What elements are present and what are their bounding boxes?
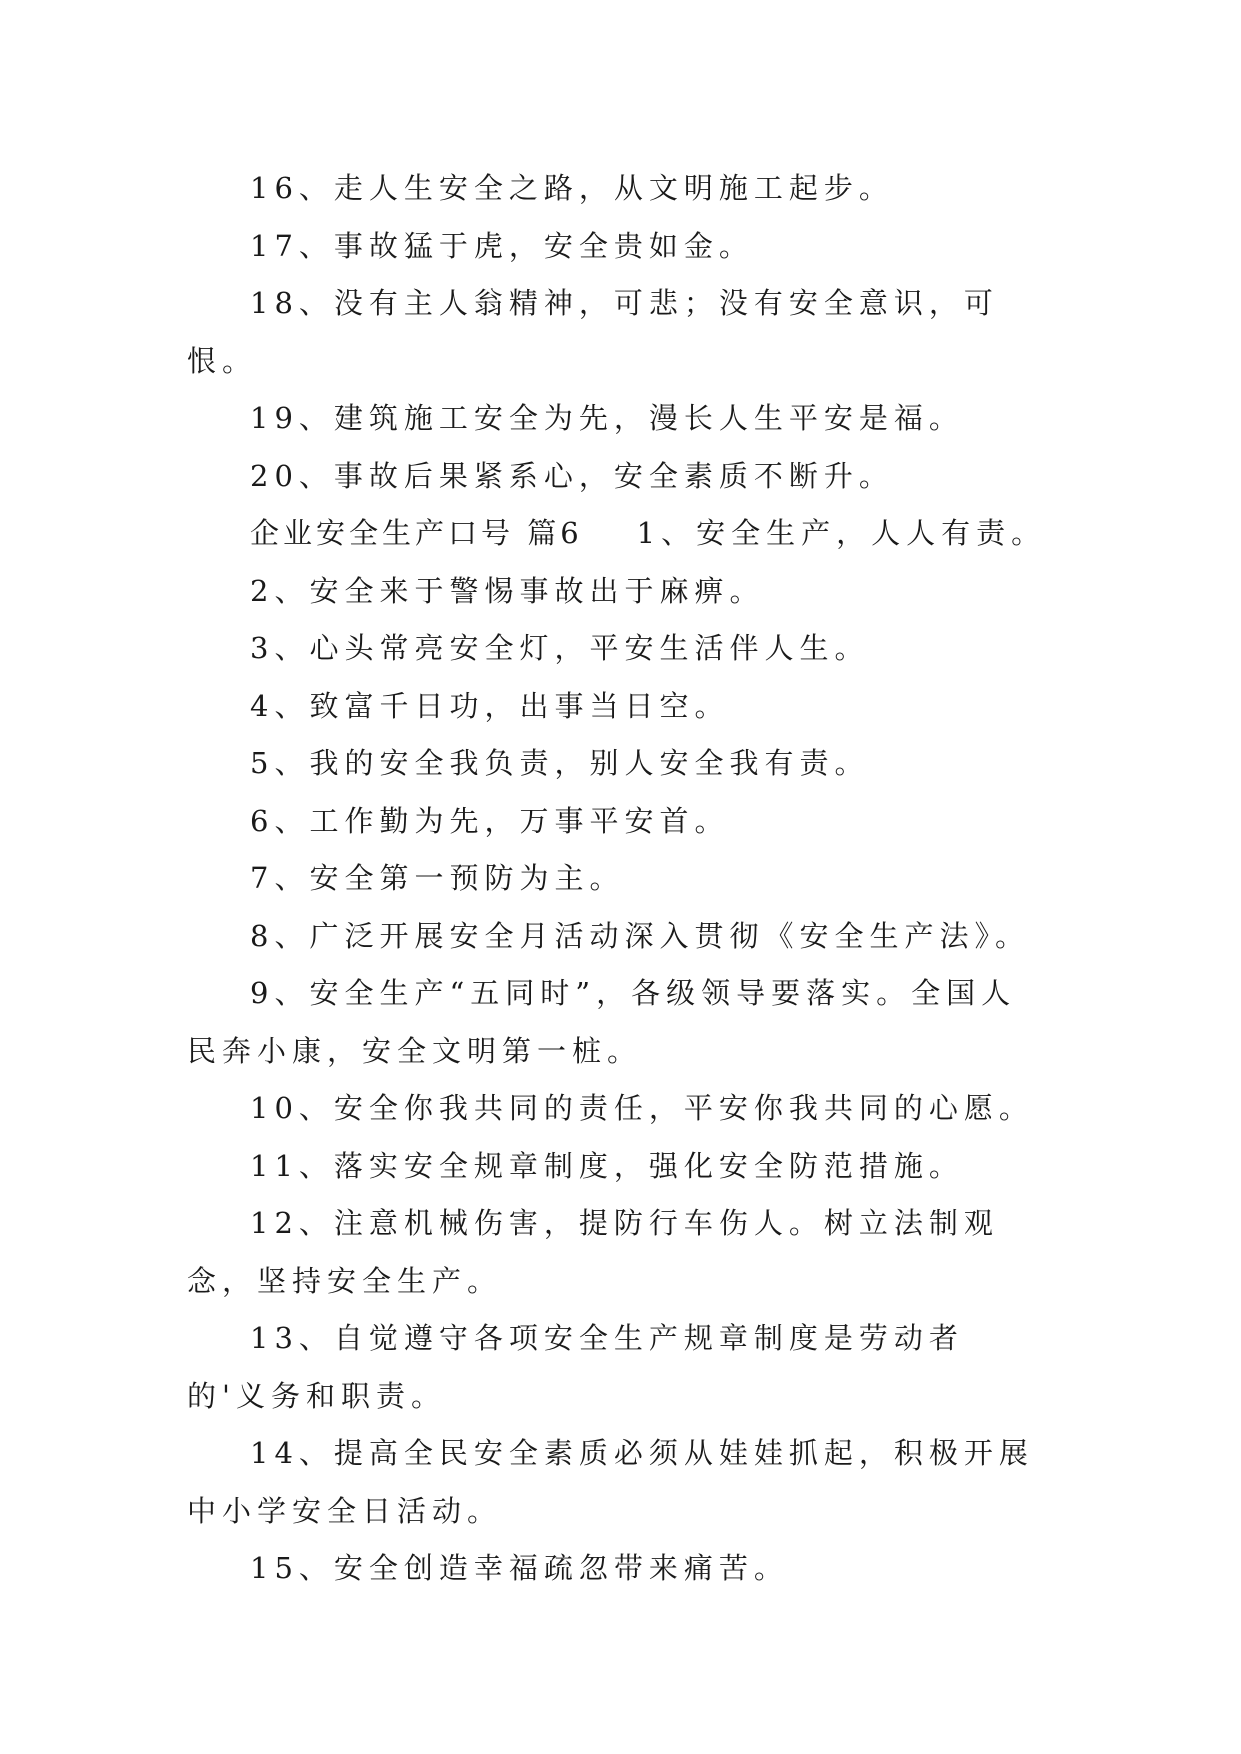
slogan-line: 3、心头常亮安全灯，平安生活伴人生。	[250, 631, 870, 665]
slogan-line: 13、自觉遵守各项安全生产规章制度是劳动者的'义务和职责。	[187, 1321, 964, 1413]
slogan-line: 2、安全来于警惕事故出于麻痹。	[250, 573, 765, 608]
slogan-line: 16、走人生安全之路，从文明施工起步。	[250, 171, 894, 205]
slogan-line: 5、我的安全我负责，别人安全我有责。	[250, 746, 870, 780]
slogan-line: 20、事故后果紧系心，安全素质不断升。	[250, 458, 894, 493]
slogan-line: 11、落实安全规章制度，强化安全防范措施。	[250, 1148, 964, 1183]
section-first-item: 1、安全生产，人人有责。	[636, 516, 1047, 550]
slogan-line: 19、建筑施工安全为先，漫长人生平安是福。	[250, 401, 964, 435]
document-page	[187, 160, 1047, 1598]
slogan-line: 7、安全第一预防为主。	[250, 861, 625, 895]
slogan-line: 12、注意机械伤害，提防行车伤人。树立法制观念，坚持安全生产。	[187, 1206, 999, 1298]
slogan-line: 6、工作勤为先，万事平安首。	[250, 803, 730, 838]
section-heading-line	[187, 505, 1047, 563]
slogan-line: 15、安全创造幸福疏忽带来痛苦。	[250, 1551, 789, 1585]
slogan-line: 14、提高全民安全素质必须从娃娃抓起，积极开展中小学安全日活动。	[187, 1436, 1034, 1528]
slogan-line: 9、安全生产“五同时”，各级领导要落实。全国人民奔小康，安全文明第一桩。	[187, 976, 1017, 1068]
slogan-line: 18、没有主人翁精神，可悲；没有安全意识，可恨。	[187, 286, 999, 378]
slogan-line: 4、致富千日功，出事当日空。	[250, 688, 730, 723]
slogan-line: 17、事故猛于虎，安全贵如金。	[250, 228, 754, 263]
slogan-line: 10、安全你我共同的责任，平安你我共同的心愿。	[250, 1091, 1034, 1125]
section-title: 企业安全生产口号 篇6	[250, 516, 583, 550]
slogan-line: 8、广泛开展安全月活动深入贯彻《安全生产法》。	[250, 918, 1030, 953]
